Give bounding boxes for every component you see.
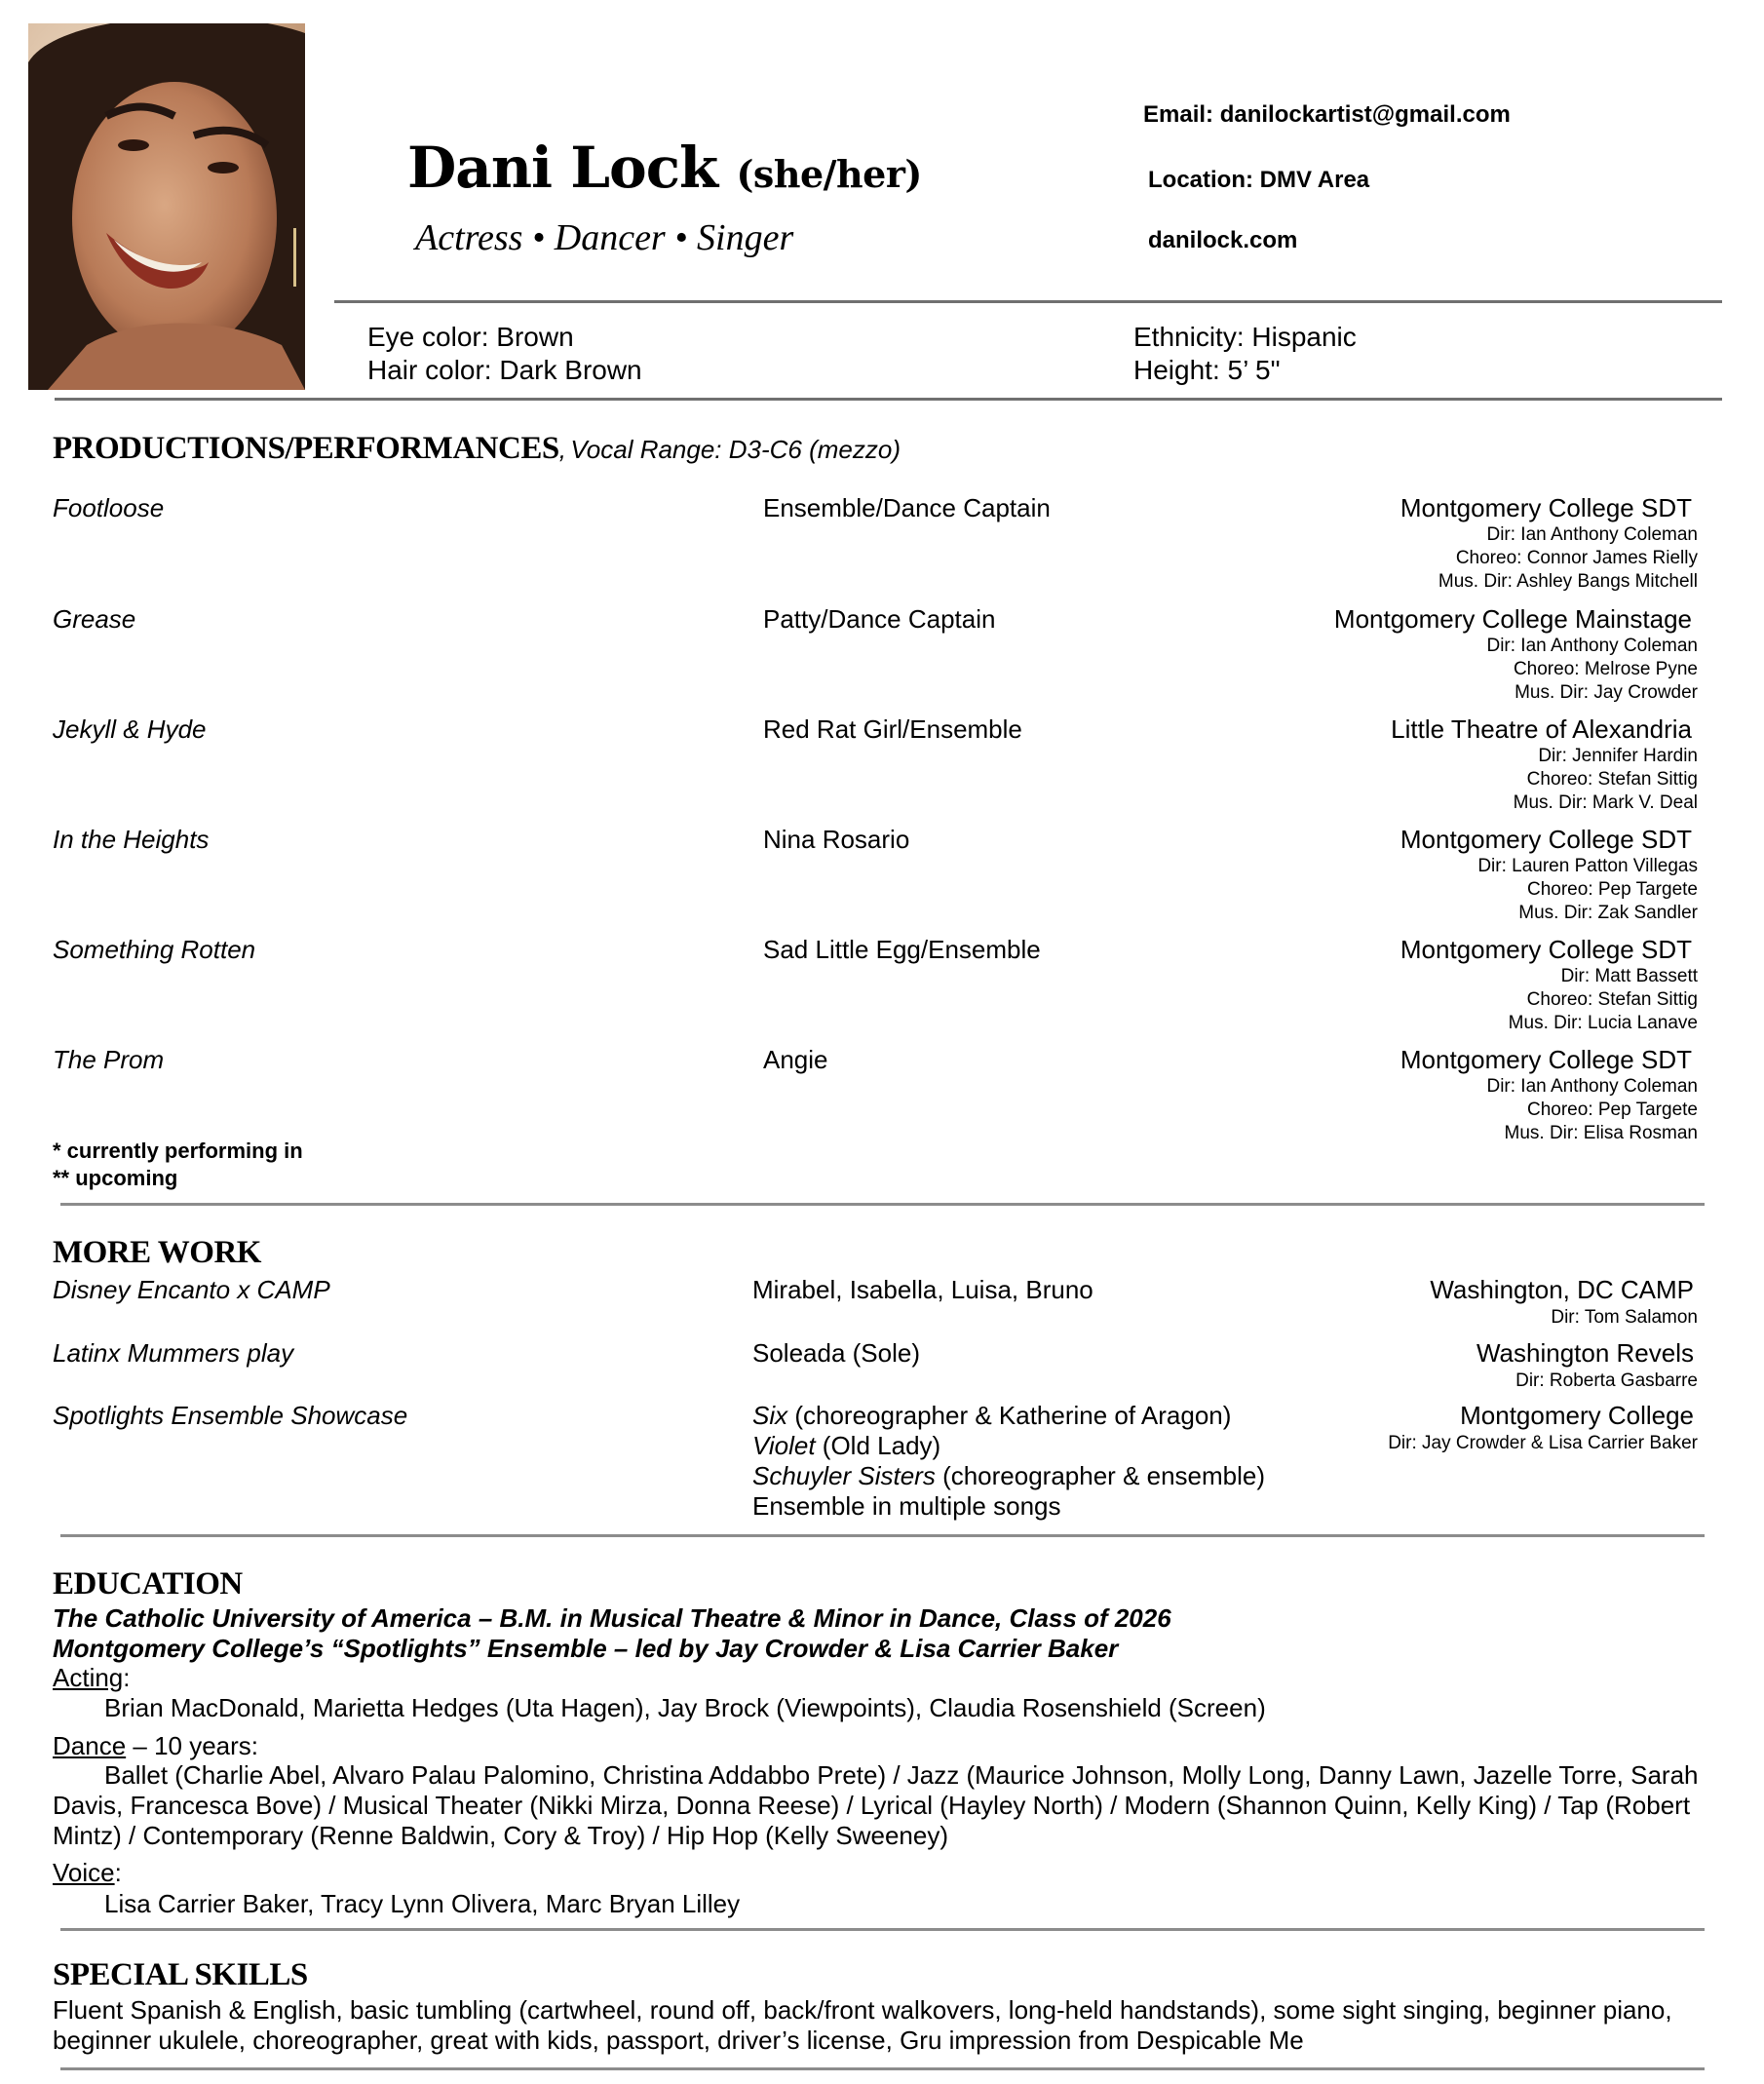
education-degree: The Catholic University of America – B.M. in Musical Theatre & Minor in Dance, Class of 2026 — [53, 1603, 1171, 1633]
credit-choreo: Choreo: Connor James Rielly — [1455, 548, 1698, 568]
location: Location: DMV Area — [1148, 167, 1370, 193]
credit-music-director: Mus. Dir: Lucia Lanave — [1508, 1013, 1698, 1033]
production-title: Something Rotten — [53, 935, 256, 964]
work-venue: Montgomery College — [1460, 1401, 1694, 1430]
more-work-divider — [60, 1534, 1705, 1537]
credit-music-director: Mus. Dir: Jay Crowder — [1515, 682, 1698, 703]
credit-choreo: Choreo: Melrose Pyne — [1513, 659, 1698, 679]
production-venue-block — [1400, 493, 1698, 594]
headshot-illustration — [28, 23, 305, 390]
note-current: * currently performing in — [53, 1138, 303, 1163]
work-role — [752, 1401, 1265, 1522]
work-venue-block — [1430, 1275, 1698, 1331]
production-title: The Prom — [53, 1045, 165, 1074]
credit-music-director: Mus. Dir: Ashley Bangs Mitchell — [1438, 571, 1698, 592]
role-show: Schuyler Sisters — [752, 1461, 936, 1490]
production-title: Grease — [53, 604, 136, 634]
productions-divider — [60, 1203, 1705, 1206]
education-heading: EDUCATION — [53, 1566, 243, 1602]
header-divider — [334, 300, 1722, 303]
production-role: Sad Little Egg/Ensemble — [763, 935, 1041, 964]
voice-suffix: : — [114, 1858, 122, 1887]
acting-teachers: Brian MacDonald, Marietta Hedges (Uta Hagen), Jay Brock (Viewpoints), Claudia Rosenshield (Screen) — [104, 1693, 1266, 1722]
production-venue-block — [1400, 1045, 1698, 1145]
education-divider — [60, 1928, 1705, 1931]
tagline: Actress • Dancer • Singer — [415, 217, 794, 258]
headshot-photo — [28, 23, 305, 390]
credit-director: Dir: Tom Salamon — [1551, 1307, 1698, 1328]
production-venue: Montgomery College SDT — [1400, 825, 1692, 854]
work-venue: Washington, DC CAMP — [1430, 1275, 1694, 1304]
note-upcoming: ** upcoming — [53, 1166, 178, 1190]
production-venue-block — [1391, 714, 1698, 815]
credit-choreo: Choreo: Stefan Sittig — [1526, 989, 1698, 1010]
role-text: (choreographer & ensemble) — [935, 1461, 1266, 1490]
role-line — [752, 1431, 1265, 1461]
production-venue: Montgomery College SDT — [1400, 935, 1692, 964]
role-show: Six — [752, 1401, 788, 1430]
production-venue-block — [1400, 825, 1698, 925]
productions-title: PRODUCTIONS/PERFORMANCES — [53, 431, 559, 466]
work-venue: Washington Revels — [1476, 1338, 1694, 1368]
dance-label-line — [53, 1731, 258, 1761]
work-venue-block — [1388, 1401, 1698, 1456]
credit-music-director: Mus. Dir: Zak Sandler — [1518, 903, 1698, 923]
credit-choreo: Choreo: Pep Targete — [1527, 1100, 1698, 1120]
role-text: (choreographer & Katherine of Aragon) — [787, 1401, 1232, 1430]
email-link[interactable]: Email: danilockartist@gmail.com — [1143, 101, 1511, 128]
work-title: Spotlights Ensemble Showcase — [53, 1401, 408, 1430]
dance-label: Dance — [53, 1731, 127, 1760]
dance-teachers: Ballet (Charlie Abel, Alvaro Palau Palomino, Christina Addabbo Prete) / Jazz (Maurice Johnson, Molly Long, Danny Lawn, Jazelle Torre, Sarah Davis, Francesca Bove) / Musical Theater (Nikki Mirza, Donna Reese) / Lyrical (Hayley North) / Modern (Shannon Quinn, Kelly King) / Tap (Robert Mintz) / Contemporary (Renne Baldwin, Cory & Troy) / Hip Hop (Kelly Sweeney) — [53, 1760, 1699, 1850]
production-role: Red Rat Girl/Ensemble — [763, 714, 1022, 744]
role-line — [752, 1338, 920, 1369]
website-link[interactable]: danilock.com — [1148, 227, 1298, 253]
credit-director: Dir: Jay Crowder & Lisa Carrier Baker — [1388, 1433, 1698, 1453]
work-role — [752, 1275, 1093, 1305]
dance-suffix: – 10 years: — [126, 1731, 259, 1760]
role-line — [752, 1491, 1265, 1522]
credit-choreo: Choreo: Pep Targete — [1527, 879, 1698, 900]
role-line — [752, 1461, 1265, 1491]
acting-label-line — [53, 1663, 131, 1693]
heading-comma: , — [558, 435, 566, 464]
credit-music-director: Mus. Dir: Elisa Rosman — [1504, 1123, 1698, 1143]
role-show: Violet — [752, 1431, 816, 1460]
ethnicity: Ethnicity: Hispanic — [1133, 322, 1357, 352]
stats-divider — [55, 398, 1722, 401]
skills-text: Fluent Spanish & English, basic tumbling (cartwheel, round off, back/front walkovers, long-held handstands), some sight singing, beginner piano, beginner ukulele, choreographer, great with kids, passport, driver’s license, Gru impression from Despicable Me — [53, 1995, 1672, 2055]
work-role — [752, 1338, 920, 1369]
voice-label: Voice — [53, 1858, 115, 1887]
production-role: Patty/Dance Captain — [763, 604, 996, 634]
role-line — [752, 1401, 1265, 1431]
acting-suffix: : — [123, 1663, 131, 1692]
role-text: Mirabel, Isabella, Luisa, Bruno — [752, 1275, 1093, 1304]
work-venue-block — [1476, 1338, 1698, 1394]
production-venue: Montgomery College SDT — [1400, 493, 1692, 522]
credit-director: Dir: Matt Bassett — [1560, 966, 1698, 986]
role-text: Soleada (Sole) — [752, 1338, 920, 1368]
credit-director: Dir: Ian Anthony Coleman — [1486, 1076, 1698, 1097]
production-role: Angie — [763, 1045, 828, 1074]
production-title: In the Heights — [53, 825, 210, 854]
production-venue-block — [1400, 935, 1698, 1035]
credit-director: Dir: Lauren Patton Villegas — [1477, 856, 1698, 876]
role-line — [752, 1275, 1093, 1305]
more-work-heading: MORE WORK — [53, 1235, 261, 1270]
production-venue: Montgomery College Mainstage — [1333, 604, 1692, 634]
acting-label: Acting — [53, 1663, 124, 1692]
work-title: Latinx Mummers play — [53, 1338, 294, 1368]
credit-director: Dir: Jennifer Hardin — [1538, 746, 1698, 766]
credit-director: Dir: Roberta Gasbarre — [1515, 1370, 1698, 1391]
height: Height: 5’ 5" — [1133, 355, 1281, 385]
production-venue: Little Theatre of Alexandria — [1391, 714, 1692, 744]
performer-name — [407, 135, 922, 201]
production-venue: Montgomery College SDT — [1400, 1045, 1692, 1074]
credit-choreo: Choreo: Stefan Sittig — [1526, 769, 1698, 790]
voice-label-line — [53, 1858, 122, 1888]
production-title: Footloose — [53, 493, 165, 522]
credit-music-director: Mus. Dir: Mark V. Deal — [1513, 792, 1698, 813]
education-ensemble: Montgomery College’s “Spotlights” Ensemble – led by Jay Crowder & Lisa Carrier Baker — [53, 1634, 1119, 1663]
skills-heading: SPECIAL SKILLS — [53, 1957, 308, 1992]
work-title: Disney Encanto x CAMP — [53, 1275, 330, 1304]
production-title: Jekyll & Hyde — [53, 714, 207, 744]
role-text: (Old Lady) — [815, 1431, 941, 1460]
pronouns: (she/her) — [736, 152, 922, 196]
credit-director: Dir: Ian Anthony Coleman — [1486, 636, 1698, 656]
production-venue-block — [1334, 604, 1698, 705]
credit-director: Dir: Ian Anthony Coleman — [1486, 524, 1698, 545]
hair-color: Hair color: Dark Brown — [367, 355, 642, 385]
eye-color: Eye color: Brown — [367, 322, 574, 352]
voice-teachers: Lisa Carrier Baker, Tracy Lynn Olivera, Marc Bryan Lilley — [104, 1889, 741, 1918]
role-text: Ensemble in multiple songs — [752, 1491, 1061, 1521]
production-role: Nina Rosario — [763, 825, 910, 854]
skills-divider — [60, 2067, 1705, 2070]
vocal-range: Vocal Range: D3-C6 (mezzo) — [570, 435, 901, 464]
productions-heading — [53, 431, 901, 467]
production-role: Ensemble/Dance Captain — [763, 493, 1051, 522]
name-text: Dani Lock — [407, 135, 718, 201]
